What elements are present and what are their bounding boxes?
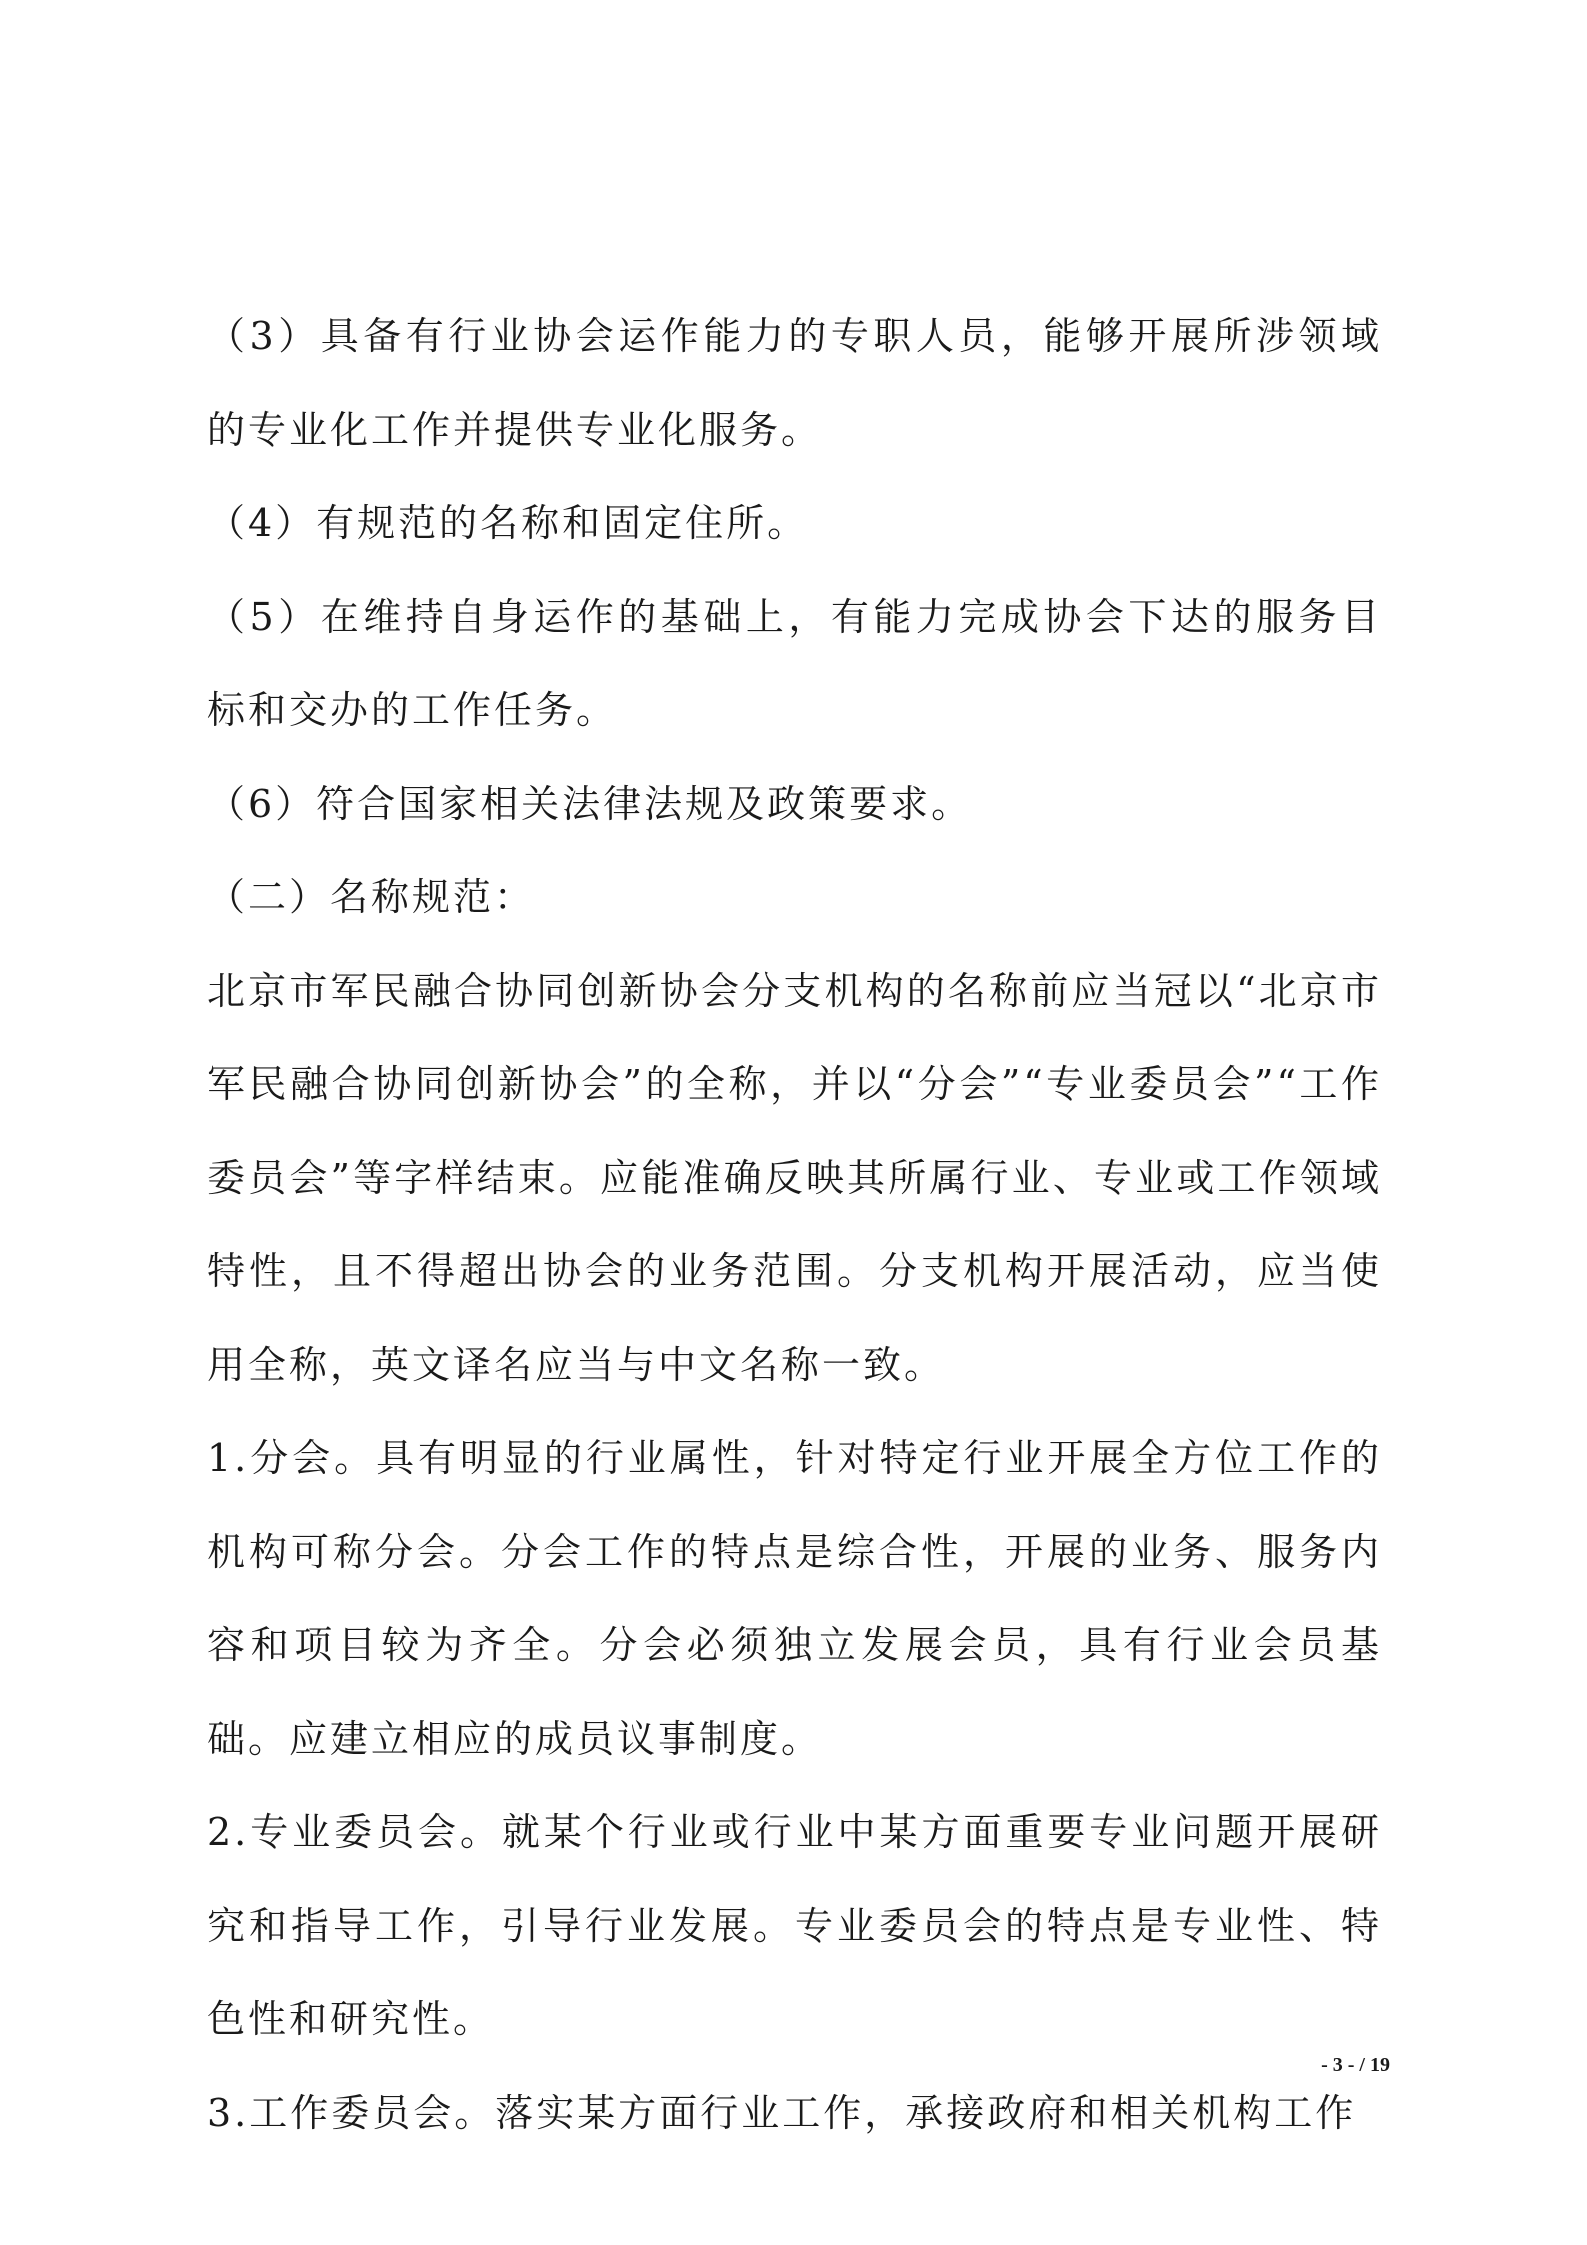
paragraph-item-6: （6）符合国家相关法律法规及政策要求。	[207, 781, 973, 826]
paragraph-item-5: （5）在维持自身运作的基础上，有能力完成协会下达的服务目标和交办的工作任务。	[207, 594, 1382, 732]
paragraph-item-4: （4）有规范的名称和固定住所。	[207, 501, 809, 545]
paragraph-naming-rules: 北京市军民融合协同创新协会分支机构的名称前应当冠以“北京市军民融合协同创新协会”的全称，并以“分会”“专业委员会”“工作委员会”等字样结束。应能准确反映其所属行业、专业或工作领域特性，且不得超出协会的业务范围。分支机构开展活动，应当使用全称，英文译名应当与中文名称一致。	[207, 968, 1382, 1387]
paragraph-working-committee: 3.工作委员会。落实某方面行业工作，承接政府和相关机构工作	[207, 2090, 1357, 2135]
paragraph-item-3: （3）具备有行业协会运作能力的专职人员，能够开展所涉领域的专业化工作并提供专业化服务。	[207, 314, 1382, 452]
document-body	[207, 290, 1382, 2160]
paragraph-professional-committee: 2.专业委员会。就某个行业或行业中某方面重要专业问题开展研究和指导工作，引导行业发展。专业委员会的特点是专业性、特色性和研究性。	[207, 1810, 1382, 2041]
page-number: - 3 - / 19	[1321, 2054, 1390, 2076]
section-heading-naming: （二）名称规范：	[207, 875, 536, 919]
paragraph-branch: 1.分会。具有明显的行业属性，针对特定行业开展全方位工作的机构可称分会。分会工作的特点是综合性，开展的业务、服务内容和项目较为齐全。分会必须独立发展会员，具有行业会员基础。应建立相应的成员议事制度。	[207, 1436, 1382, 1761]
